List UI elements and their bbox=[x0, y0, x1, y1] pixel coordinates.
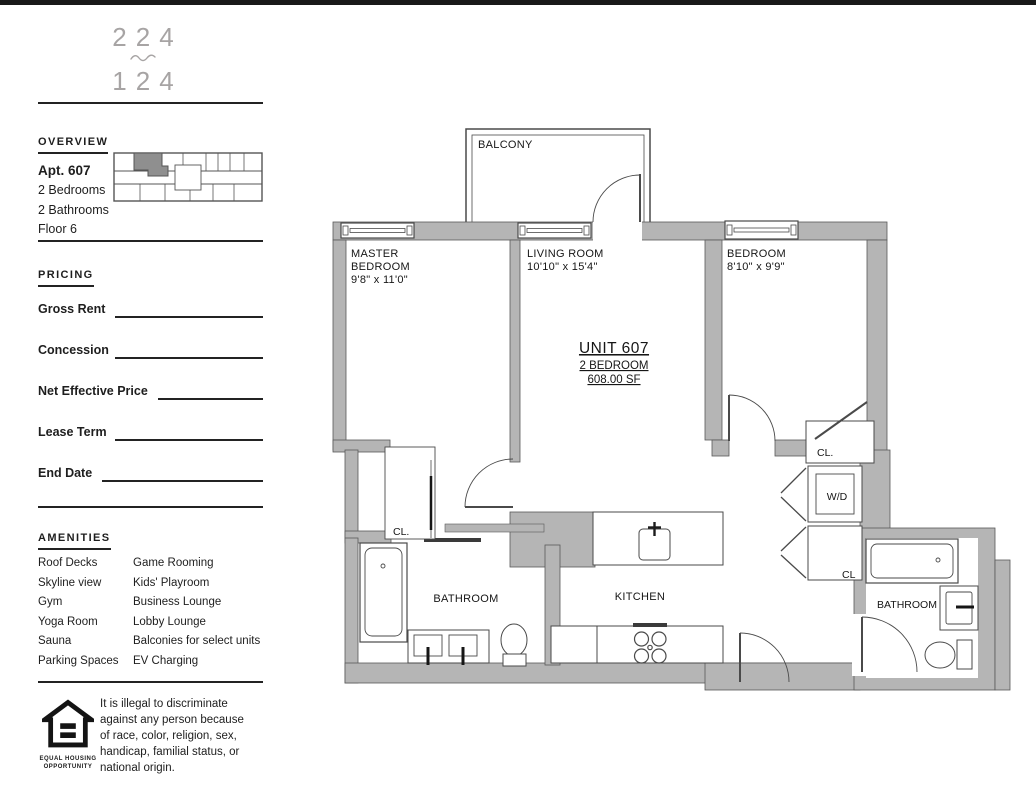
pricing-blank-line bbox=[115, 316, 263, 318]
master-bedroom-label: BEDROOM bbox=[351, 261, 410, 273]
amenity-item: EV Charging bbox=[133, 654, 199, 667]
bathtub bbox=[360, 543, 407, 642]
washer-dryer-label: W/D bbox=[826, 491, 848, 503]
master-bedroom-door bbox=[465, 459, 513, 507]
logo-line-bottom: 124 bbox=[112, 66, 183, 96]
hall-closet-label: CL bbox=[842, 569, 856, 581]
fair-housing-disclaimer bbox=[100, 696, 270, 776]
master-bedroom-label: MASTER bbox=[351, 248, 399, 260]
amenity-item: Kids' Playroom bbox=[133, 576, 210, 589]
amenity-item: Roof Decks bbox=[38, 557, 98, 569]
pricing-field-net-effective-price: Net Effective Price bbox=[38, 384, 148, 398]
kitchen-label: KITCHEN bbox=[614, 591, 666, 603]
toilet bbox=[501, 624, 527, 666]
pricing-field-gross-rent: Gross Rent bbox=[38, 302, 106, 316]
browser-edge-bar bbox=[0, 0, 1036, 5]
equal-housing-opportunity-icon bbox=[42, 699, 94, 751]
bedroom-dims: 8'10" x 9'9" bbox=[727, 261, 785, 273]
pocket-door-track bbox=[445, 524, 544, 532]
amenity-item: Parking Spaces bbox=[38, 654, 119, 667]
pricing-section bbox=[38, 265, 94, 287]
eho-caption bbox=[30, 755, 106, 771]
pricing-blank-line bbox=[102, 480, 263, 482]
living-room-dims: 10'10" x 15'4" bbox=[527, 261, 598, 273]
eho-caption-line1: EQUAL HOUSING bbox=[39, 756, 97, 762]
amenity-item: Gym bbox=[38, 596, 63, 609]
disclaimer-line: handicap, familial status, or bbox=[100, 746, 240, 758]
amenity-item: Skyline view bbox=[38, 576, 102, 589]
amenities-row bbox=[38, 577, 270, 589]
floorplan bbox=[330, 118, 1020, 694]
master-bedroom-dims: 9'8" x 11'0" bbox=[351, 274, 408, 286]
amenity-item: Balconies for select units bbox=[133, 635, 261, 648]
disclaimer-line: against any person because bbox=[100, 714, 244, 726]
kitchen-island bbox=[593, 512, 723, 565]
amenities-row bbox=[38, 635, 270, 647]
pricing-field-lease-term: Lease Term bbox=[38, 425, 107, 439]
divider bbox=[38, 240, 263, 242]
bathroom-main-label: BATHROOM bbox=[433, 593, 499, 605]
window-bedroom bbox=[725, 221, 798, 239]
divider bbox=[38, 506, 263, 508]
bedroom-label: BEDROOM bbox=[727, 248, 786, 260]
divider bbox=[38, 102, 263, 104]
bedroom-closet-label: CL. bbox=[817, 447, 834, 459]
living-room-label: LIVING ROOM bbox=[527, 248, 604, 260]
amenity-item: Lobby Lounge bbox=[133, 615, 206, 628]
amenity-item: Business Lounge bbox=[133, 596, 222, 609]
logo-squiggle-icon bbox=[128, 51, 162, 63]
amenities-row bbox=[38, 616, 270, 628]
pricing-heading: PRICING bbox=[38, 269, 94, 287]
overview-item-bathrooms: 2 Bathrooms bbox=[38, 203, 109, 217]
keyplan bbox=[113, 148, 263, 206]
bathroom-second-label: BATHROOM bbox=[877, 599, 937, 611]
amenity-item: Sauna bbox=[38, 635, 72, 648]
pricing-field-end-date: End Date bbox=[38, 466, 93, 480]
bifold-closet-door bbox=[781, 468, 806, 521]
bathtub bbox=[866, 539, 958, 583]
balcony-label: BALCONY bbox=[478, 139, 533, 151]
amenity-item: Game Rooming bbox=[133, 557, 214, 569]
disclaimer-line: national origin. bbox=[100, 762, 175, 774]
unit-number-label: UNIT 607 bbox=[578, 340, 650, 357]
pricing-blank-line bbox=[158, 398, 263, 400]
eho-caption-line2: OPPORTUNITY bbox=[43, 764, 93, 770]
kitchen-counter bbox=[551, 623, 723, 663]
overview-item-bedrooms: 2 Bedrooms bbox=[38, 183, 106, 197]
windows bbox=[341, 221, 798, 239]
amenities-heading: AMENITIES bbox=[38, 532, 111, 550]
window-living-room bbox=[518, 223, 591, 238]
overview-section bbox=[38, 132, 108, 154]
toilet bbox=[925, 640, 972, 669]
bifold-closet-door bbox=[781, 527, 806, 578]
unit-area-label: 608.00 SF bbox=[587, 374, 641, 386]
double-vanity bbox=[408, 630, 489, 665]
pricing-field-concession: Concession bbox=[38, 343, 109, 357]
amenities-section bbox=[38, 528, 111, 550]
logo-line-top: 224 bbox=[112, 22, 183, 52]
overview-item-floor: Floor 6 bbox=[38, 222, 77, 236]
amenities-row bbox=[38, 655, 270, 667]
disclaimer-line: It is illegal to discriminate bbox=[100, 698, 228, 710]
amenities-row bbox=[38, 557, 270, 569]
divider bbox=[38, 681, 263, 683]
overview-heading: OVERVIEW bbox=[38, 136, 108, 154]
master-closet-label: CL. bbox=[393, 526, 410, 538]
pricing-blank-line bbox=[115, 439, 263, 441]
window-master-bedroom bbox=[341, 223, 414, 238]
amenities-row bbox=[38, 596, 270, 608]
unit-type-label: 2 BEDROOM bbox=[579, 360, 649, 372]
disclaimer-line: of race, color, religion, sex, bbox=[100, 730, 237, 742]
pricing-blank-line bbox=[115, 357, 263, 359]
building-logo bbox=[93, 24, 193, 94]
amenities-list bbox=[38, 557, 270, 675]
vanity bbox=[940, 586, 978, 630]
bedroom-door bbox=[729, 395, 775, 441]
amenity-item: Yoga Room bbox=[38, 615, 98, 628]
apartment-number: Apt. 607 bbox=[38, 163, 91, 178]
